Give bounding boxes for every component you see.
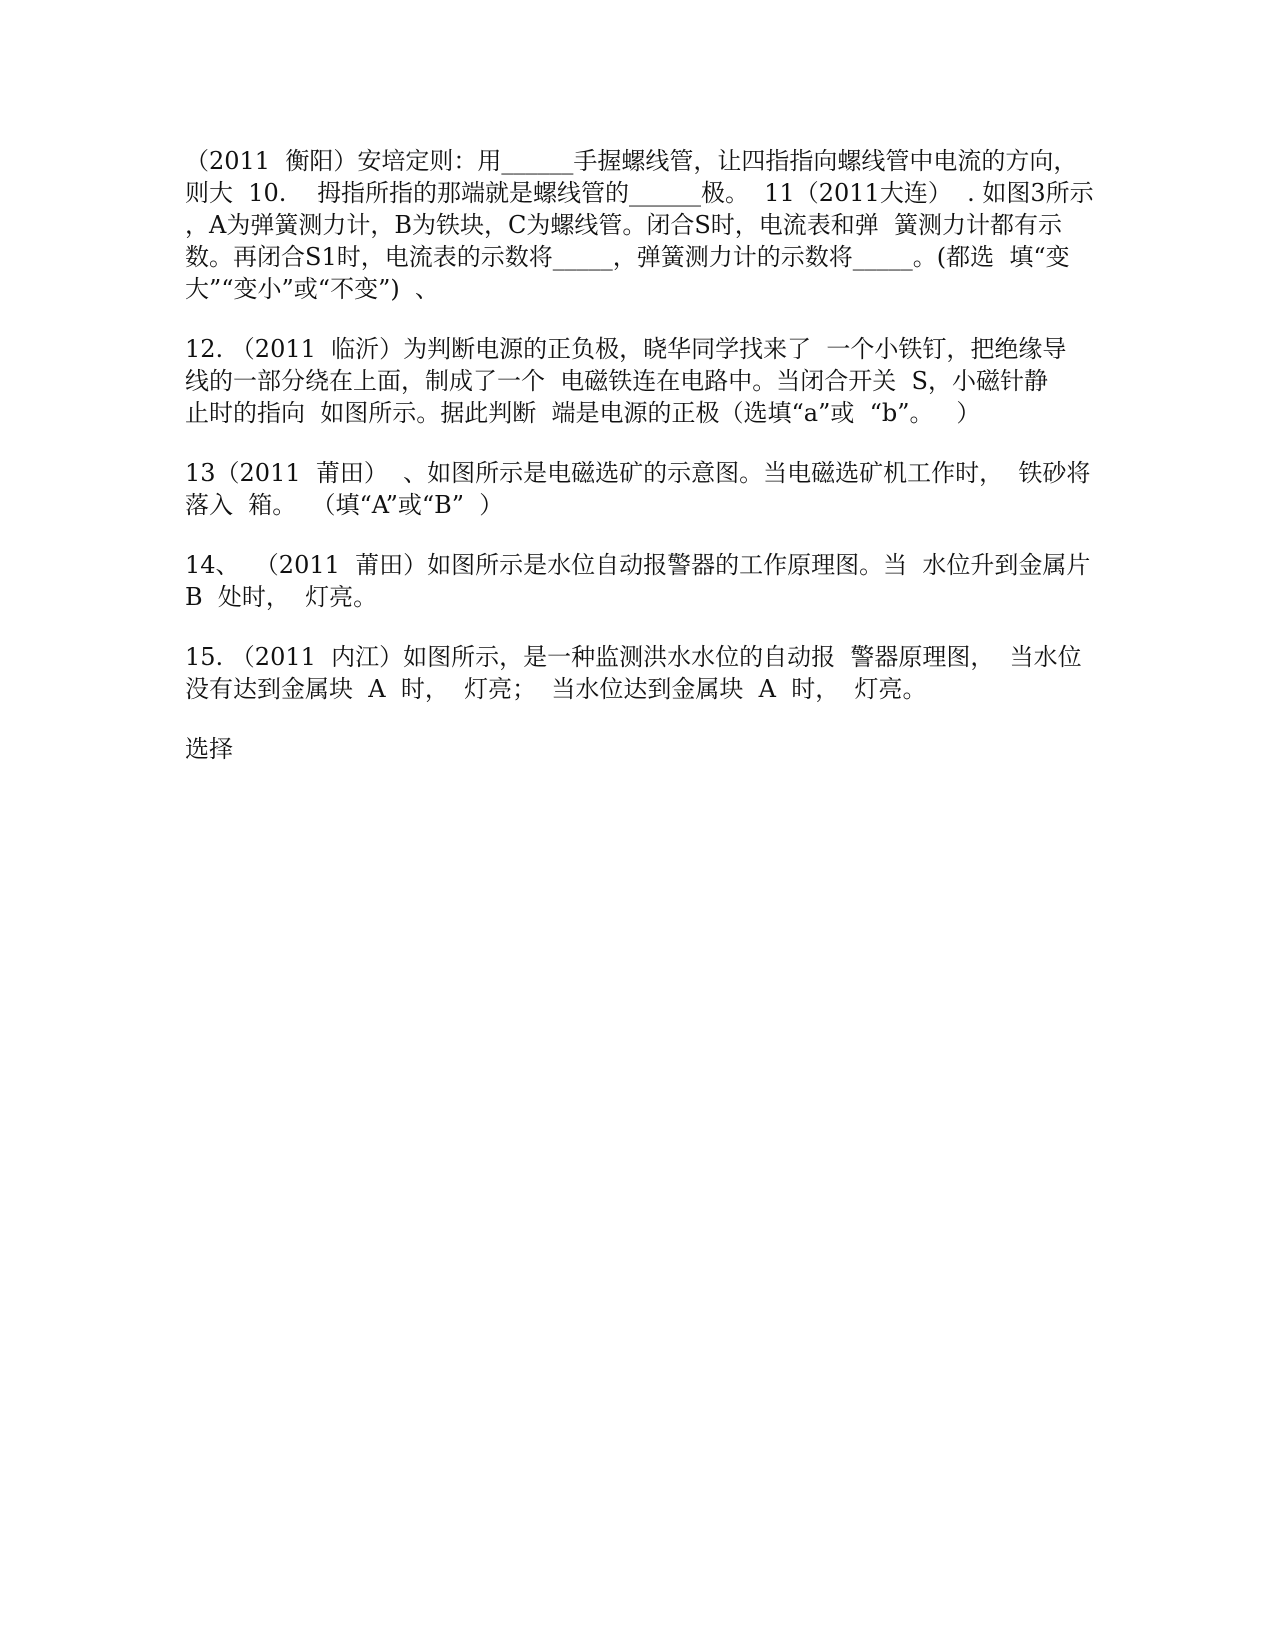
question-14 [185, 549, 1100, 613]
text-line: 止时的指向 如图所示。据此判断 端是电源的正极（选填“a”或 “b”。 ） [185, 399, 981, 427]
question-13 [185, 457, 1100, 521]
question-10-11 [185, 145, 1100, 305]
text-line: 大”“变小”或“不变”) 、 [185, 275, 439, 303]
text-line: 13（2011 莆田） 、如图所示是电磁选矿的示意图。当电磁选矿机工作时， 铁砂将 [185, 459, 1091, 487]
text-line: （2011 衡阳）安培定则：用______手握螺线管，让四指指向螺线管中电流的方向， [185, 147, 1078, 175]
document-body [185, 145, 1100, 793]
section-heading-choice [185, 733, 1100, 765]
text-line: 15. （2011 内江）如图所示，是一种监测洪水水位的自动报 警器原理图， 当水位 [185, 643, 1082, 671]
question-12 [185, 333, 1100, 429]
text-line: 则大 10. 拇指所指的那端就是螺线管的______极。 11（2011大连） . 如图3所示 [185, 179, 1094, 207]
text-line: 线的一部分绕在上面，制成了一个 电磁铁连在电路中。当闭合开关 S，小磁针静 [185, 367, 1048, 395]
text-line: ，A为弹簧测力计，B为铁块，C为螺线管。闭合S时，电流表和弹 簧测力计都有示 [185, 211, 1063, 239]
text-line: 12. （2011 临沂）为判断电源的正负极，晓华同学找来了 一个小铁钉，把绝缘导 [185, 335, 1067, 363]
question-15 [185, 641, 1100, 705]
text-line: 没有达到金属块 A 时， 灯亮； 当水位达到金属块 A 时， 灯亮。 [185, 675, 927, 703]
text-line: B 处时， 灯亮。 [185, 583, 378, 611]
text-line: 14、 （2011 莆田）如图所示是水位自动报警器的工作原理图。当 水位升到金属片 [185, 551, 1091, 579]
section-heading: 选择 [185, 735, 233, 763]
text-line: 数。再闭合S1时，电流表的示数将_____，弹簧测力计的示数将_____。(都选 填“变 [185, 243, 1070, 271]
text-line: 落入 箱。 （填“A”或“B” ） [185, 491, 504, 519]
